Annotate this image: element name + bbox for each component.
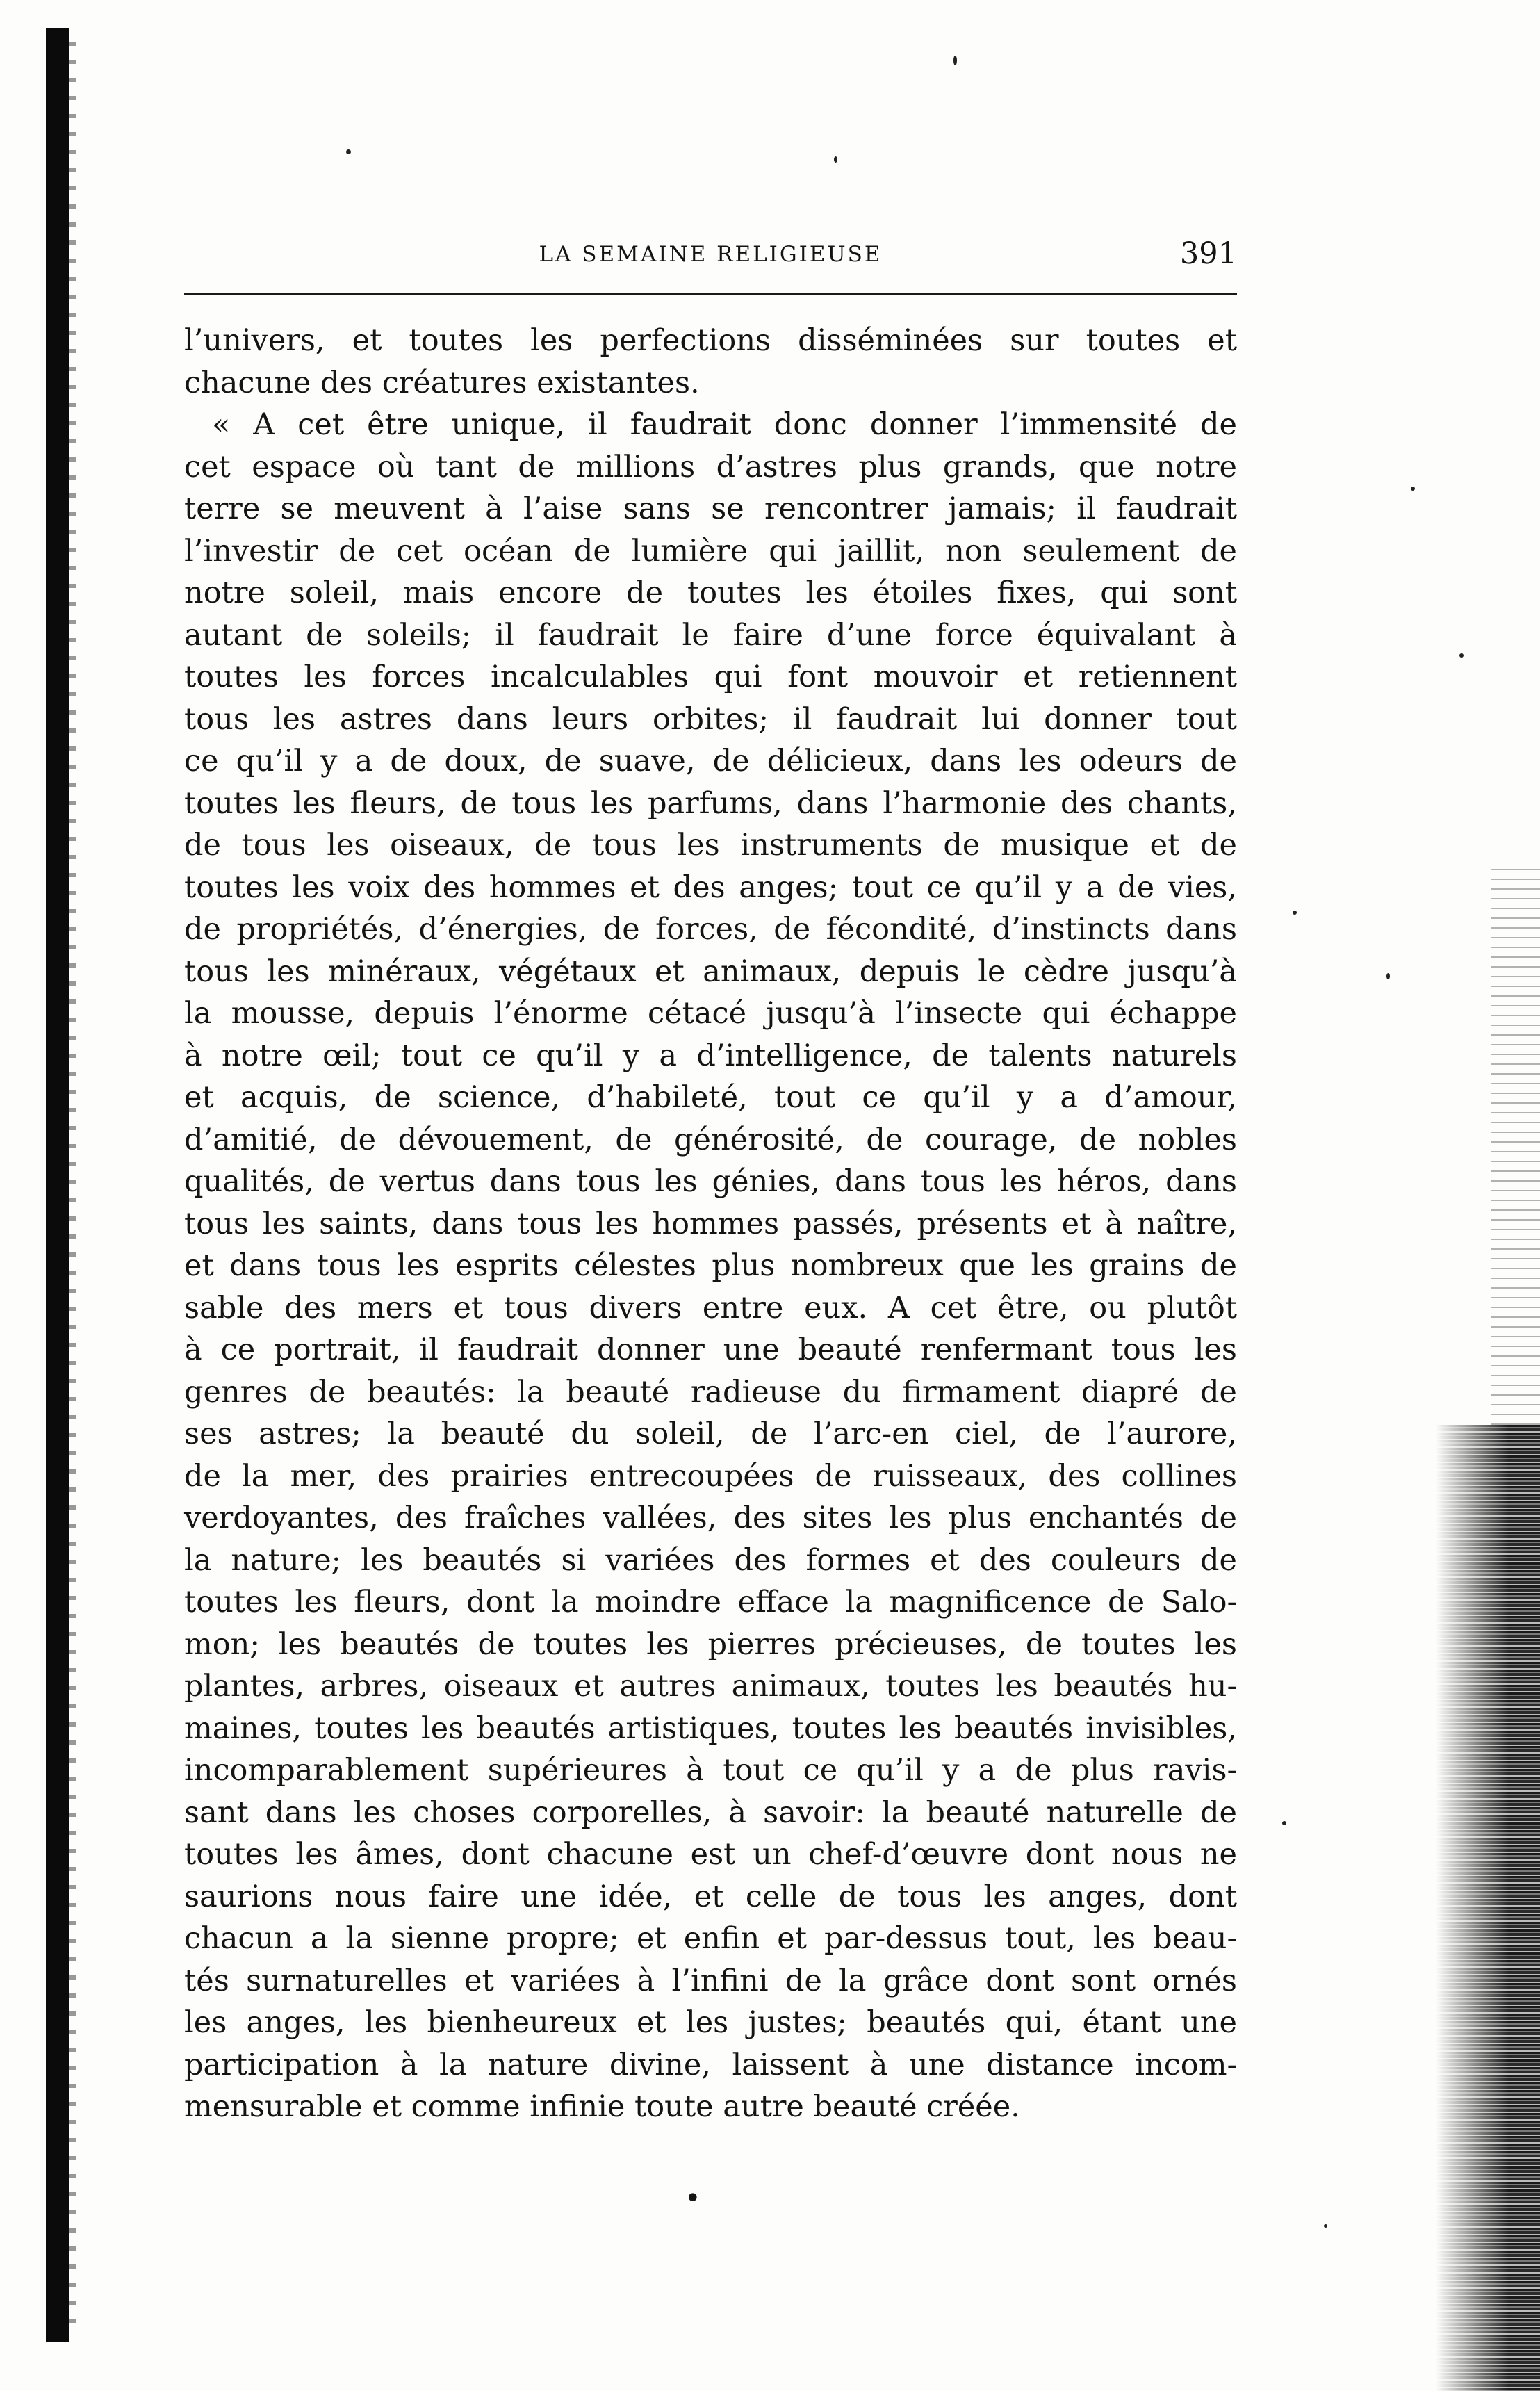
text-line: qualités, de vertus dans tous les génies, dans tous les héros, dans xyxy=(184,1164,1237,1199)
scan-speck xyxy=(346,149,351,154)
text-line: verdoyantes, des fraîches vallées, des sites les plus enchantés de xyxy=(184,1501,1237,1535)
binding-shadow xyxy=(46,28,69,2342)
text-line: de tous les oiseaux, de tous les instruments de musique et de xyxy=(184,828,1237,863)
scan-speck xyxy=(1411,487,1415,491)
scan-edge-noise-upper xyxy=(1491,869,1540,1425)
running-head: LA SEMAINE RELIGIEUSE xyxy=(539,242,883,267)
text-line: l’investir de cet océan de lumière qui jaillit, non seulement de xyxy=(184,533,1237,569)
text-line: cet espace où tant de millions d’astres plus grands, que notre xyxy=(184,449,1237,484)
scan-speck xyxy=(1293,911,1297,915)
text-line: mensurable et comme infinie toute autre beauté créée. xyxy=(184,2089,1020,2124)
text-line: toutes les fleurs, de tous les parfums, dans l’harmonie des chants, xyxy=(184,785,1237,821)
text-line: « A cet être unique, il faudrait donc donner l’immensité de xyxy=(212,407,1237,442)
header-rule xyxy=(184,293,1237,295)
binding-edge-noise xyxy=(69,42,76,2335)
text-line: et dans tous les esprits célestes plus nombreux que les grains de xyxy=(184,1248,1237,1283)
text-line: chacune des créatures existantes. xyxy=(184,365,700,400)
text-line: autant de soleils; il faudrait le faire d’une force équivalant à xyxy=(184,617,1237,653)
text-line: tous les saints, dans tous les hommes passés, présents et à naître, xyxy=(184,1206,1237,1241)
text-line: à ce portrait, il faudrait donner une beauté renfermant tous les xyxy=(184,1332,1237,1367)
text-line: toutes les âmes, dont chacune est un chef-d’œuvre dont nous ne xyxy=(184,1837,1237,1872)
text-line: chacun a la sienne propre; et enfin et par-dessus tout, les beau- xyxy=(184,1921,1237,1956)
text-line: incomparablement supérieures à tout ce qu’il y a de plus ravis- xyxy=(184,1753,1237,1788)
text-line: saurions nous faire une idée, et celle de tous les anges, dont xyxy=(184,1879,1237,1914)
text-line: genres de beautés: la beauté radieuse du firmament diapré de xyxy=(184,1374,1237,1410)
text-line: l’univers, et toutes les perfections disséminées sur toutes et xyxy=(184,323,1237,358)
text-line: à notre œil; tout ce qu’il y a d’intelligence, de talents naturels xyxy=(184,1038,1237,1073)
text-line: tés surnaturelles et variées à l’infini de la grâce dont sont ornés xyxy=(184,1963,1237,1998)
text-line: sable des mers et tous divers entre eux. A cet être, ou plutôt xyxy=(184,1290,1237,1325)
text-line: maines, toutes les beautés artistiques, toutes les beautés invisibles, xyxy=(184,1711,1237,1746)
text-line: participation à la nature divine, laissent à une distance incom- xyxy=(184,2047,1237,2082)
scan-speck xyxy=(1386,973,1390,979)
page-number: 391 xyxy=(1179,236,1237,271)
text-line: ses astres; la beauté du soleil, de l’arc-en ciel, de l’aurore, xyxy=(184,1417,1237,1451)
text-line: terre se meuvent à l’aise sans se rencontrer jamais; il faudrait xyxy=(184,491,1237,526)
scan-speck xyxy=(1282,1821,1286,1825)
text-line: plantes, arbres, oiseaux et autres animaux, toutes les beautés hu- xyxy=(184,1669,1237,1704)
text-line: notre soleil, mais encore de toutes les étoiles fixes, qui sont xyxy=(184,576,1237,610)
text-line: de propriétés, d’énergies, de forces, de fécondité, d’instincts dans xyxy=(184,912,1237,947)
scan-speck xyxy=(834,156,837,163)
text-line: toutes les fleurs, dont la moindre efface la magnificence de Salo- xyxy=(184,1585,1237,1619)
text-line: sant dans les choses corporelles, à savoir: la beauté naturelle de xyxy=(184,1795,1237,1830)
text-line: tous les astres dans leurs orbites; il faudrait lui donner tout xyxy=(184,701,1237,737)
body-text xyxy=(184,320,1237,2128)
text-line: et acquis, de science, d’habileté, tout ce qu’il y a d’amour, xyxy=(184,1080,1237,1115)
text-line: tous les minéraux, végétaux et animaux, depuis le cèdre jusqu’à xyxy=(184,954,1237,989)
text-line: ce qu’il y a de doux, de suave, de délicieux, dans les odeurs de xyxy=(184,744,1237,778)
text-line: toutes les voix des hommes et des anges; tout ce qu’il y a de vies, xyxy=(184,870,1237,905)
scan-speck xyxy=(1459,653,1464,658)
scan-speck xyxy=(953,56,957,65)
text-line: mon; les beautés de toutes les pierres précieuses, de toutes les xyxy=(184,1626,1237,1662)
text-line: les anges, les bienheureux et les justes; beautés qui, étant une xyxy=(184,2005,1237,2040)
footer-mark: • xyxy=(685,2182,701,2214)
scan-edge-noise xyxy=(1436,1425,1540,2391)
text-line: la mousse, depuis l’énorme cétacé jusqu’à l’insecte qui échappe xyxy=(184,996,1237,1031)
page-header xyxy=(184,236,1237,278)
text-line: la nature; les beautés si variées des formes et des couleurs de xyxy=(184,1542,1237,1578)
text-line: toutes les forces incalculables qui font mouvoir et retiennent xyxy=(184,660,1237,694)
text-line: d’amitié, de dévouement, de générosité, de courage, de nobles xyxy=(184,1122,1237,1157)
scan-speck xyxy=(1324,2224,1327,2228)
text-line: de la mer, des prairies entrecoupées de ruisseaux, des collines xyxy=(184,1458,1237,1494)
